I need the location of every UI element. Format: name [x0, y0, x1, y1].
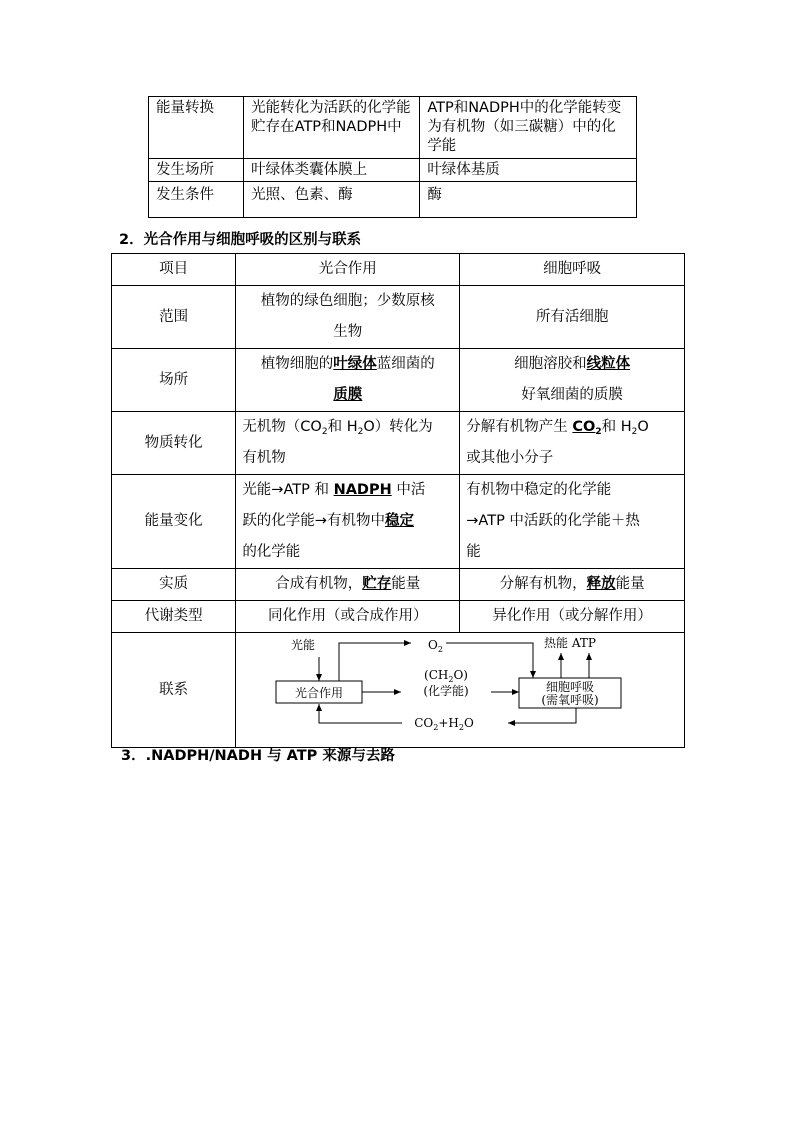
respiration-cell — [460, 475, 685, 569]
cell-text: 跃的化学能→有机物中 — [242, 513, 385, 529]
ch2o-label: $(CH_2O)$ — [424, 668, 469, 684]
photosynthesis-cell: 同化作用（或合成作用） — [236, 601, 460, 633]
key-term: 稳定 — [384, 513, 414, 529]
photosynthesis-label: 光合作用 — [295, 686, 344, 700]
respiration-cell — [460, 349, 685, 412]
respiration-label: 细胞呼吸 — [546, 680, 595, 694]
row-label: 场所 — [112, 349, 236, 412]
cell-text: O — [637, 419, 649, 435]
header-cell: 项目 — [112, 254, 236, 286]
co2-h2o-label: $CO_2+H_2O$ — [414, 716, 475, 732]
cell-text: 生物 — [333, 324, 363, 340]
cell-text: 有机物中稳定的化学能 — [466, 482, 612, 498]
comparison-table — [111, 253, 685, 748]
table-header-row — [112, 254, 685, 286]
light-reaction-cell: 光能转化为活跃的化学能贮存在ATP和NADPH中 — [244, 97, 420, 159]
header-cell: 细胞呼吸 — [460, 254, 685, 286]
key-term — [572, 419, 601, 435]
aerobic-label: (需氧呼吸) — [541, 693, 599, 707]
key-term: 线粒体 — [586, 356, 631, 372]
respiration-cell — [460, 569, 685, 601]
light-reaction-cell: 光照、色素、酶 — [244, 182, 420, 218]
respiration-cell: 所有活细胞 — [460, 286, 685, 349]
table-row — [149, 159, 637, 182]
table-row — [112, 601, 685, 633]
subscript: 2 — [631, 427, 638, 437]
cell-text: 有机物 — [242, 450, 286, 466]
subscript: 2 — [357, 427, 364, 437]
section-heading: 3．.NADPH/NADH 与 ATP 来源与去路 — [121, 748, 395, 764]
key-term: 质膜 — [333, 387, 363, 403]
cell-text: 植物细胞的 — [260, 356, 334, 372]
table-row — [149, 182, 637, 218]
row-label: 实质 — [112, 569, 236, 601]
photosynthesis-cell — [236, 569, 460, 601]
dark-reaction-cell: 酶 — [420, 182, 637, 218]
o2-arrow-1 — [339, 643, 411, 681]
respiration-cell — [460, 412, 685, 475]
dark-reaction-cell: ATP和NADPH中的化学能转变为有机物（如三碳糖）中的化学能 — [420, 97, 637, 159]
cell-text: 植物的绿色细胞；少数原核 — [260, 293, 435, 309]
cell-text: 和 H — [601, 419, 632, 435]
cell-text: 中活 — [391, 482, 426, 498]
cell-text: 好氧细菌的质膜 — [521, 387, 623, 403]
row-label: 发生条件 — [149, 182, 244, 218]
row-label: 联系 — [112, 633, 236, 748]
co2-arrow-2 — [319, 704, 402, 723]
dark-reaction-cell: 叶绿体基质 — [420, 159, 637, 182]
header-cell: 光合作用 — [236, 254, 460, 286]
subscript: 2 — [321, 427, 328, 437]
table-row — [149, 97, 637, 159]
light-dark-reaction-table — [148, 96, 637, 218]
key-term: 叶绿体 — [333, 356, 377, 372]
table-row — [112, 475, 685, 569]
key-term: 释放 — [586, 576, 616, 592]
row-label: 范围 — [112, 286, 236, 349]
section-heading: 2．光合作用与细胞呼吸的区别与联系 — [119, 232, 362, 248]
heat-atp-label: 热能 ATP — [544, 636, 597, 650]
row-label: 发生场所 — [149, 159, 244, 182]
cell-text: 合成有机物， — [275, 576, 363, 592]
cell-text: 或其他小分子 — [466, 450, 554, 466]
cell-text: 光能→ATP 和 — [242, 482, 334, 498]
key-term: 贮存 — [362, 576, 392, 592]
light-reaction-cell: 叶绿体类囊体膜上 — [244, 159, 420, 182]
table-row — [112, 633, 685, 748]
o2-label: $O_2$ — [428, 638, 444, 654]
relation-diagram — [236, 633, 662, 735]
chemical-energy-label: (化学能) — [423, 684, 469, 698]
cell-text: 分解有机物产生 — [466, 419, 573, 435]
cell-text: 的化学能 — [242, 544, 301, 560]
respiration-cell: 异化作用（或分解作用） — [460, 601, 685, 633]
table-row — [112, 349, 685, 412]
row-label: 能量变化 — [112, 475, 236, 569]
cell-text: O）转化为 — [363, 419, 433, 435]
photosynthesis-cell — [236, 412, 460, 475]
cell-text: 能量 — [391, 576, 421, 592]
key-term: NADPH — [333, 482, 392, 498]
cell-text: 蓝细菌的 — [376, 356, 435, 372]
row-label: 代谢类型 — [112, 601, 236, 633]
row-label: 能量转换 — [149, 97, 244, 159]
cell-text: 能 — [466, 544, 481, 560]
cell-text: 细胞溶胶和 — [514, 356, 587, 372]
table-row — [112, 286, 685, 349]
cell-text: 和 H — [327, 419, 358, 435]
photosynthesis-cell — [236, 286, 460, 349]
cell-text: CO — [572, 419, 596, 435]
light-energy-label: 光能 — [291, 638, 316, 652]
subscript: 2 — [595, 427, 602, 437]
photosynthesis-cell — [236, 475, 460, 569]
photosynthesis-cell — [236, 349, 460, 412]
cell-text: 无机物（CO — [242, 419, 322, 435]
cell-text: 能量 — [615, 576, 645, 592]
table-row — [112, 569, 685, 601]
row-label: 物质转化 — [112, 412, 236, 475]
co2-arrow-1 — [508, 708, 576, 723]
cell-text: 分解有机物， — [499, 576, 587, 592]
relation-diagram-cell — [236, 633, 685, 748]
table-row — [112, 412, 685, 475]
cell-text: →ATP 中活跃的化学能＋热 — [466, 513, 640, 529]
